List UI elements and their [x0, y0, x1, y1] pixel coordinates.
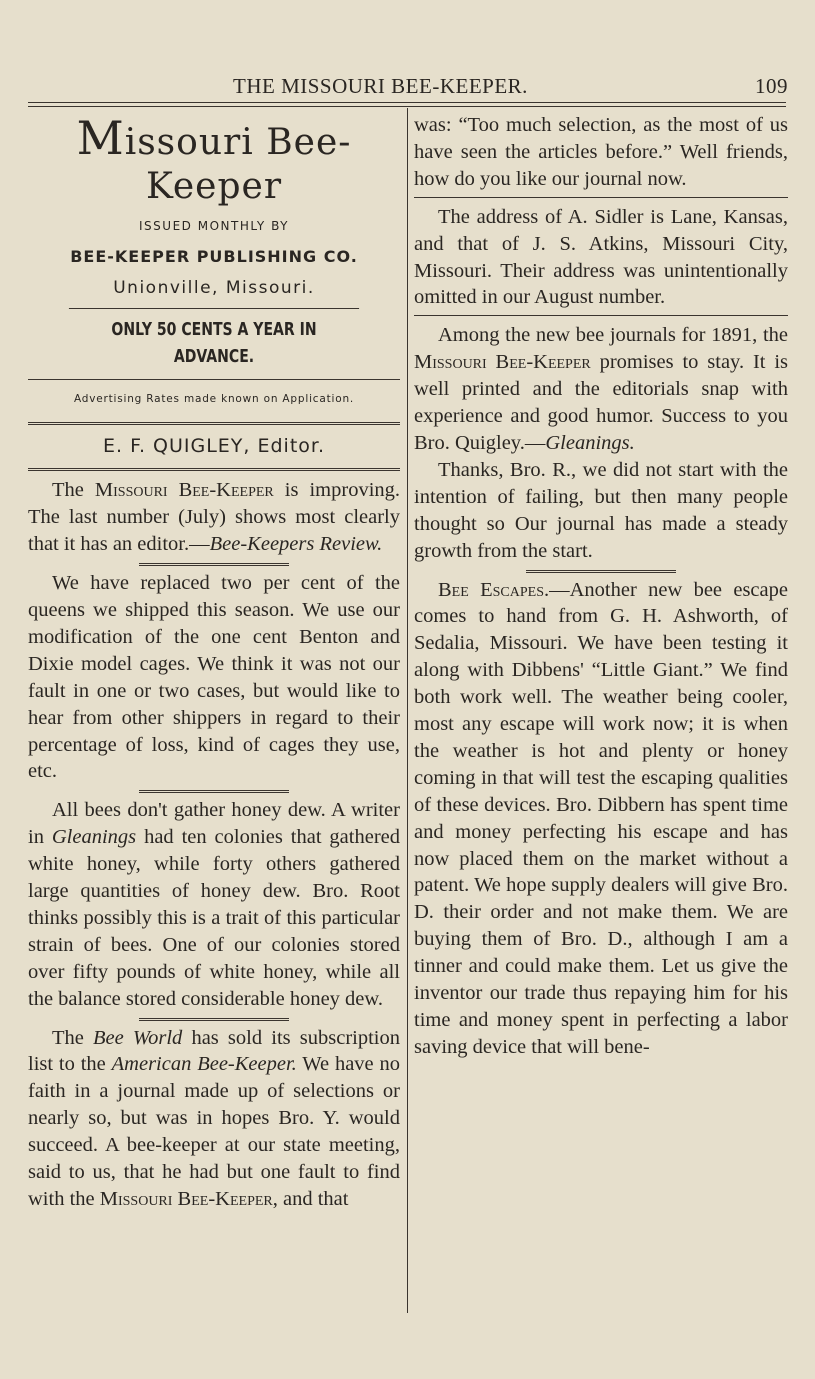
masthead [28, 111, 400, 471]
section-separator [526, 570, 676, 573]
place-line: Unionville, Missouri. [113, 277, 315, 298]
section-separator [139, 790, 289, 793]
section-separator [139, 1018, 289, 1021]
logo-word-missouri: issouri [124, 122, 254, 163]
section-separator [139, 563, 289, 566]
left-column [28, 112, 400, 1213]
issued-line: ISSUED MONTHLY BY [139, 219, 289, 233]
right-column [414, 112, 788, 1061]
page-number: 109 [755, 74, 788, 98]
masthead-logo [28, 111, 400, 209]
paragraph-queens: We have replaced two per cent of the queens we shipped this season. We use our modification of the one cent Benton and Dixie model cages. We think it was not our fault in one or two cases, but would like to hear from other shippers in regard to their percentage of loss, kind of cages they use, etc. [28, 572, 400, 783]
column-divider [407, 108, 408, 1313]
subscription-price: ONLY 50 CENTS A YEAR IN ADVANCE. [69, 308, 359, 371]
header-rule-lower [28, 106, 786, 107]
paragraph-continued: was: “Too much selection, as the most of us have seen the articles before.” Well friends, how do you like our journal now. [414, 114, 788, 190]
paragraph-bee-world: The Bee World has sold its subscription list to the American Bee-Keeper. We have no faith in a journal made up of selections or nearly so, but was in hopes Bro. Y. would succeed. A bee-keeper at our state meeting, said to us, that he had but one fault to find with the Missouri Bee-Keeper, and that [28, 1026, 401, 1210]
publisher-line: BEE-KEEPER PUBLISHING CO. [70, 246, 358, 266]
section-separator [414, 197, 788, 198]
header-rule [28, 102, 786, 103]
journal-running-title: THE MISSOURI BEE-KEEPER. [233, 74, 528, 98]
paragraph-review-quote: The Missouri Bee-Keeper is improving. The last number (July) shows most clearly that it has an editor.—Bee-Keepers Review. [28, 479, 401, 556]
paragraph-bee-escapes: Bee Escapes.—Another new bee escape comes to hand from G. H. Ashworth, of Sedalia, Missouri. We have been testing it along with Dibbens' “Little Giant.” We find both work well. The weather being cooler, most any escape will work now; it is when the weather is hot and plenty or honey coming in that will test the escaping qualities of these devices. Bro. Dibbern has spent time and money perfecting his escape and has now placed them on the market without a patent. We hope supply dealers will give Bro. D. their order and not make them. We are buying them of Bro. D., although I am a tinner and could make them. Let us give the inventor our trade thus repaying him for his time and money spent in perfecting a labor saving device that will bene- [414, 578, 788, 1058]
editor-line: E. F. QUIGLEY, Editor. [28, 422, 400, 471]
advertising-rates: Advertising Rates made known on Application. [28, 379, 400, 413]
paragraph-honey-dew: All bees don't gather honey dew. A writer in Gleanings had ten colonies that gathered white honey, while forty others gathered large quantities of honey dew. Bro. Root thinks possibly this is a trait of this particular strain of bees. One of our colonies stored over fifty pounds of white honey, while all the balance stored considerable honey dew. [28, 799, 400, 1010]
section-separator [414, 315, 788, 316]
paragraph-thanks: Thanks, Bro. R., we did not start with the intention of failing, but then many people thought so Our journal has made a steady growth from the start. [414, 458, 788, 562]
logo-word-bee-keeper: Bee-Keeper [145, 122, 352, 207]
logo-initial: M [76, 111, 125, 165]
paragraph-gleanings-quote: Among the new bee journals for 1891, the Missouri Bee-Keeper promises to stay. It is well printed and the editorials snap with experience and good humor. Success to you Bro. Quigley.—Gleanings. [414, 324, 788, 454]
paragraph-addresses: The address of A. Sidler is Lane, Kansas, and that of J. S. Atkins, Missouri City, Missouri. Their address was unintentionally omitted in our August number. [414, 205, 788, 309]
